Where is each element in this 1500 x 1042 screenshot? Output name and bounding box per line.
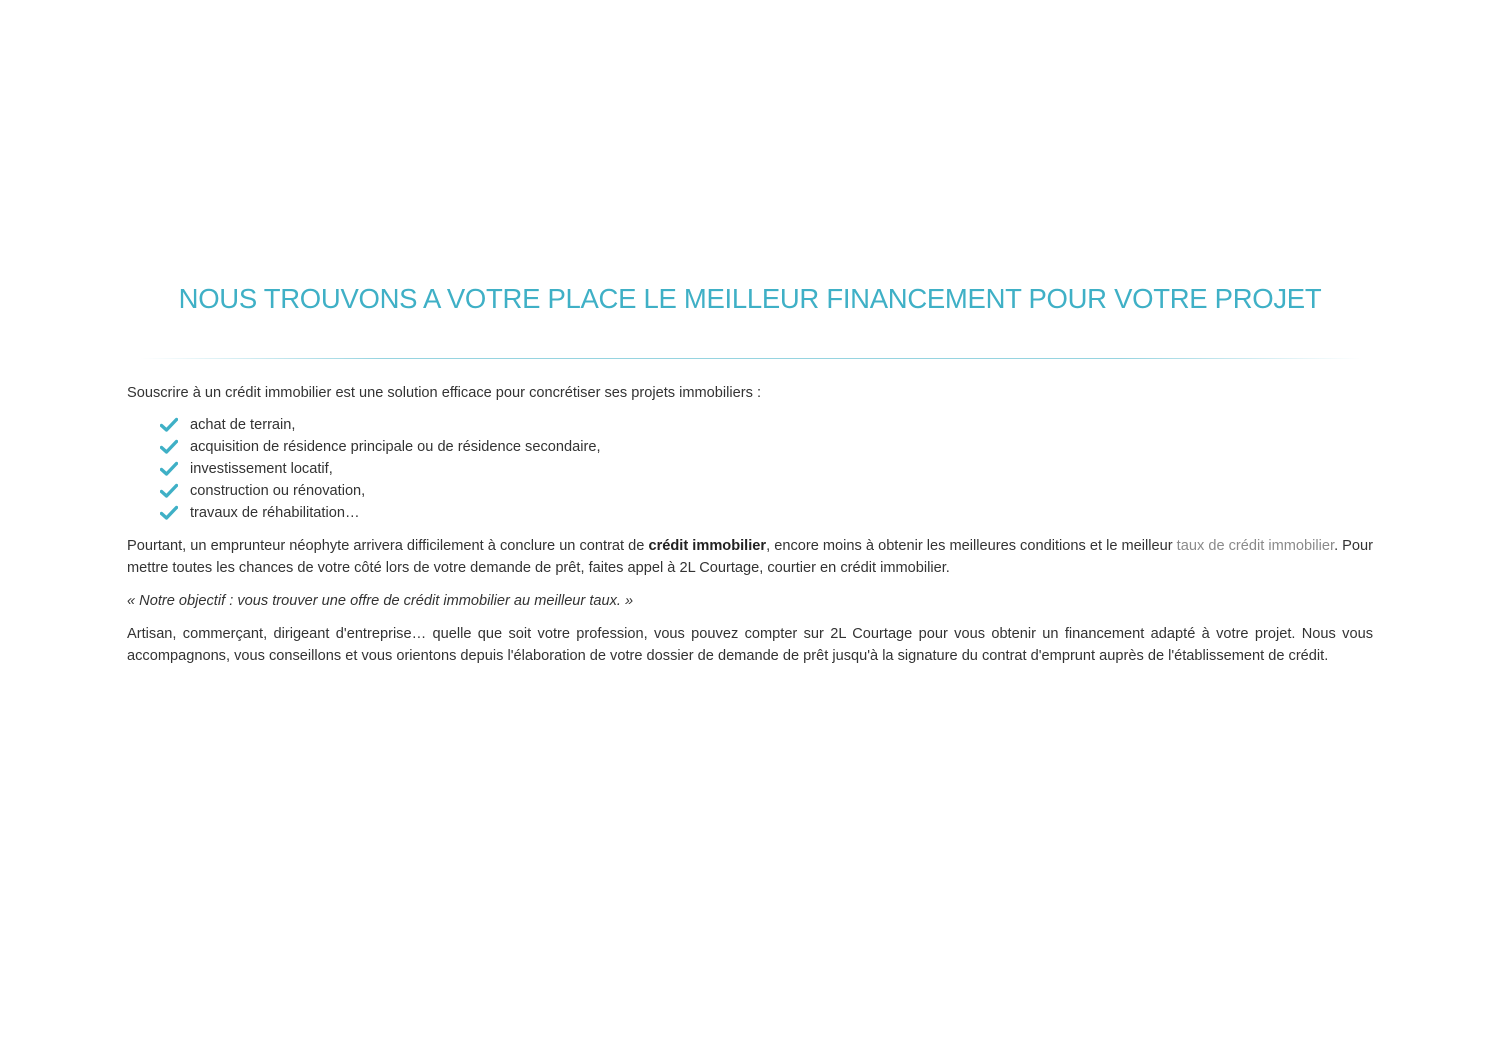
list-item-label: achat de terrain, <box>190 417 296 433</box>
list-item <box>160 502 1373 524</box>
bold-keyword: crédit immobilier <box>648 538 767 554</box>
list-item-label: acquisition de résidence principale ou de résidence secondaire, <box>190 439 601 455</box>
list-item <box>160 458 1373 480</box>
paragraph-text: Pourtant, un emprunteur néophyte arrivera difficilement à conclure un contrat de <box>127 538 649 554</box>
paragraph-services: Artisan, commerçant, dirigeant d'entreprise… quelle que soit votre profession, vous pouvez compter sur 2L Courtage pour vous obtenir un financement adapté à votre projet. Nous vous accompagnons, vous conseillons et vous orientons depuis l'élaboration de votre dossier de demande de prêt jusqu'à la signature du contrat d'emprunt auprès de l'établissement de crédit. <box>127 626 1373 664</box>
check-icon <box>160 417 178 433</box>
objective-quote: « Notre objectif : vous trouver une offre de crédit immobilier au meilleur taux. » <box>127 593 634 609</box>
list-item-label: construction ou rénovation, <box>190 483 366 499</box>
title-divider <box>140 358 1362 359</box>
list-item <box>160 480 1373 502</box>
project-checklist <box>127 414 1373 524</box>
check-icon <box>160 505 178 521</box>
rate-link[interactable]: taux de crédit immobilier <box>1176 538 1335 554</box>
intro-text: Souscrire à un crédit immobilier est une solution efficace pour concrétiser ses projets immobiliers : <box>127 385 762 401</box>
list-item-label: travaux de réhabilitation… <box>190 505 360 521</box>
check-icon <box>160 439 178 455</box>
paragraph-text: , encore moins à obtenir les meilleures conditions et le meilleur <box>766 538 1177 554</box>
paragraph-text: . Pour mettre toutes les chances de votre côté lors de votre demande de prêt, faites appel à 2L Courtage, courtier en crédit immobilier. <box>127 538 1374 576</box>
list-item <box>160 436 1373 458</box>
check-icon <box>160 461 178 477</box>
paragraph-conditions <box>127 535 1373 579</box>
list-item-label: investissement locatif, <box>190 461 333 477</box>
check-icon <box>160 483 178 499</box>
main-content <box>127 382 1373 678</box>
page-title: NOUS TROUVONS A VOTRE PLACE LE MEILLEUR FINANCEMENT POUR VOTRE PROJET <box>178 283 1322 314</box>
list-item <box>160 414 1373 436</box>
